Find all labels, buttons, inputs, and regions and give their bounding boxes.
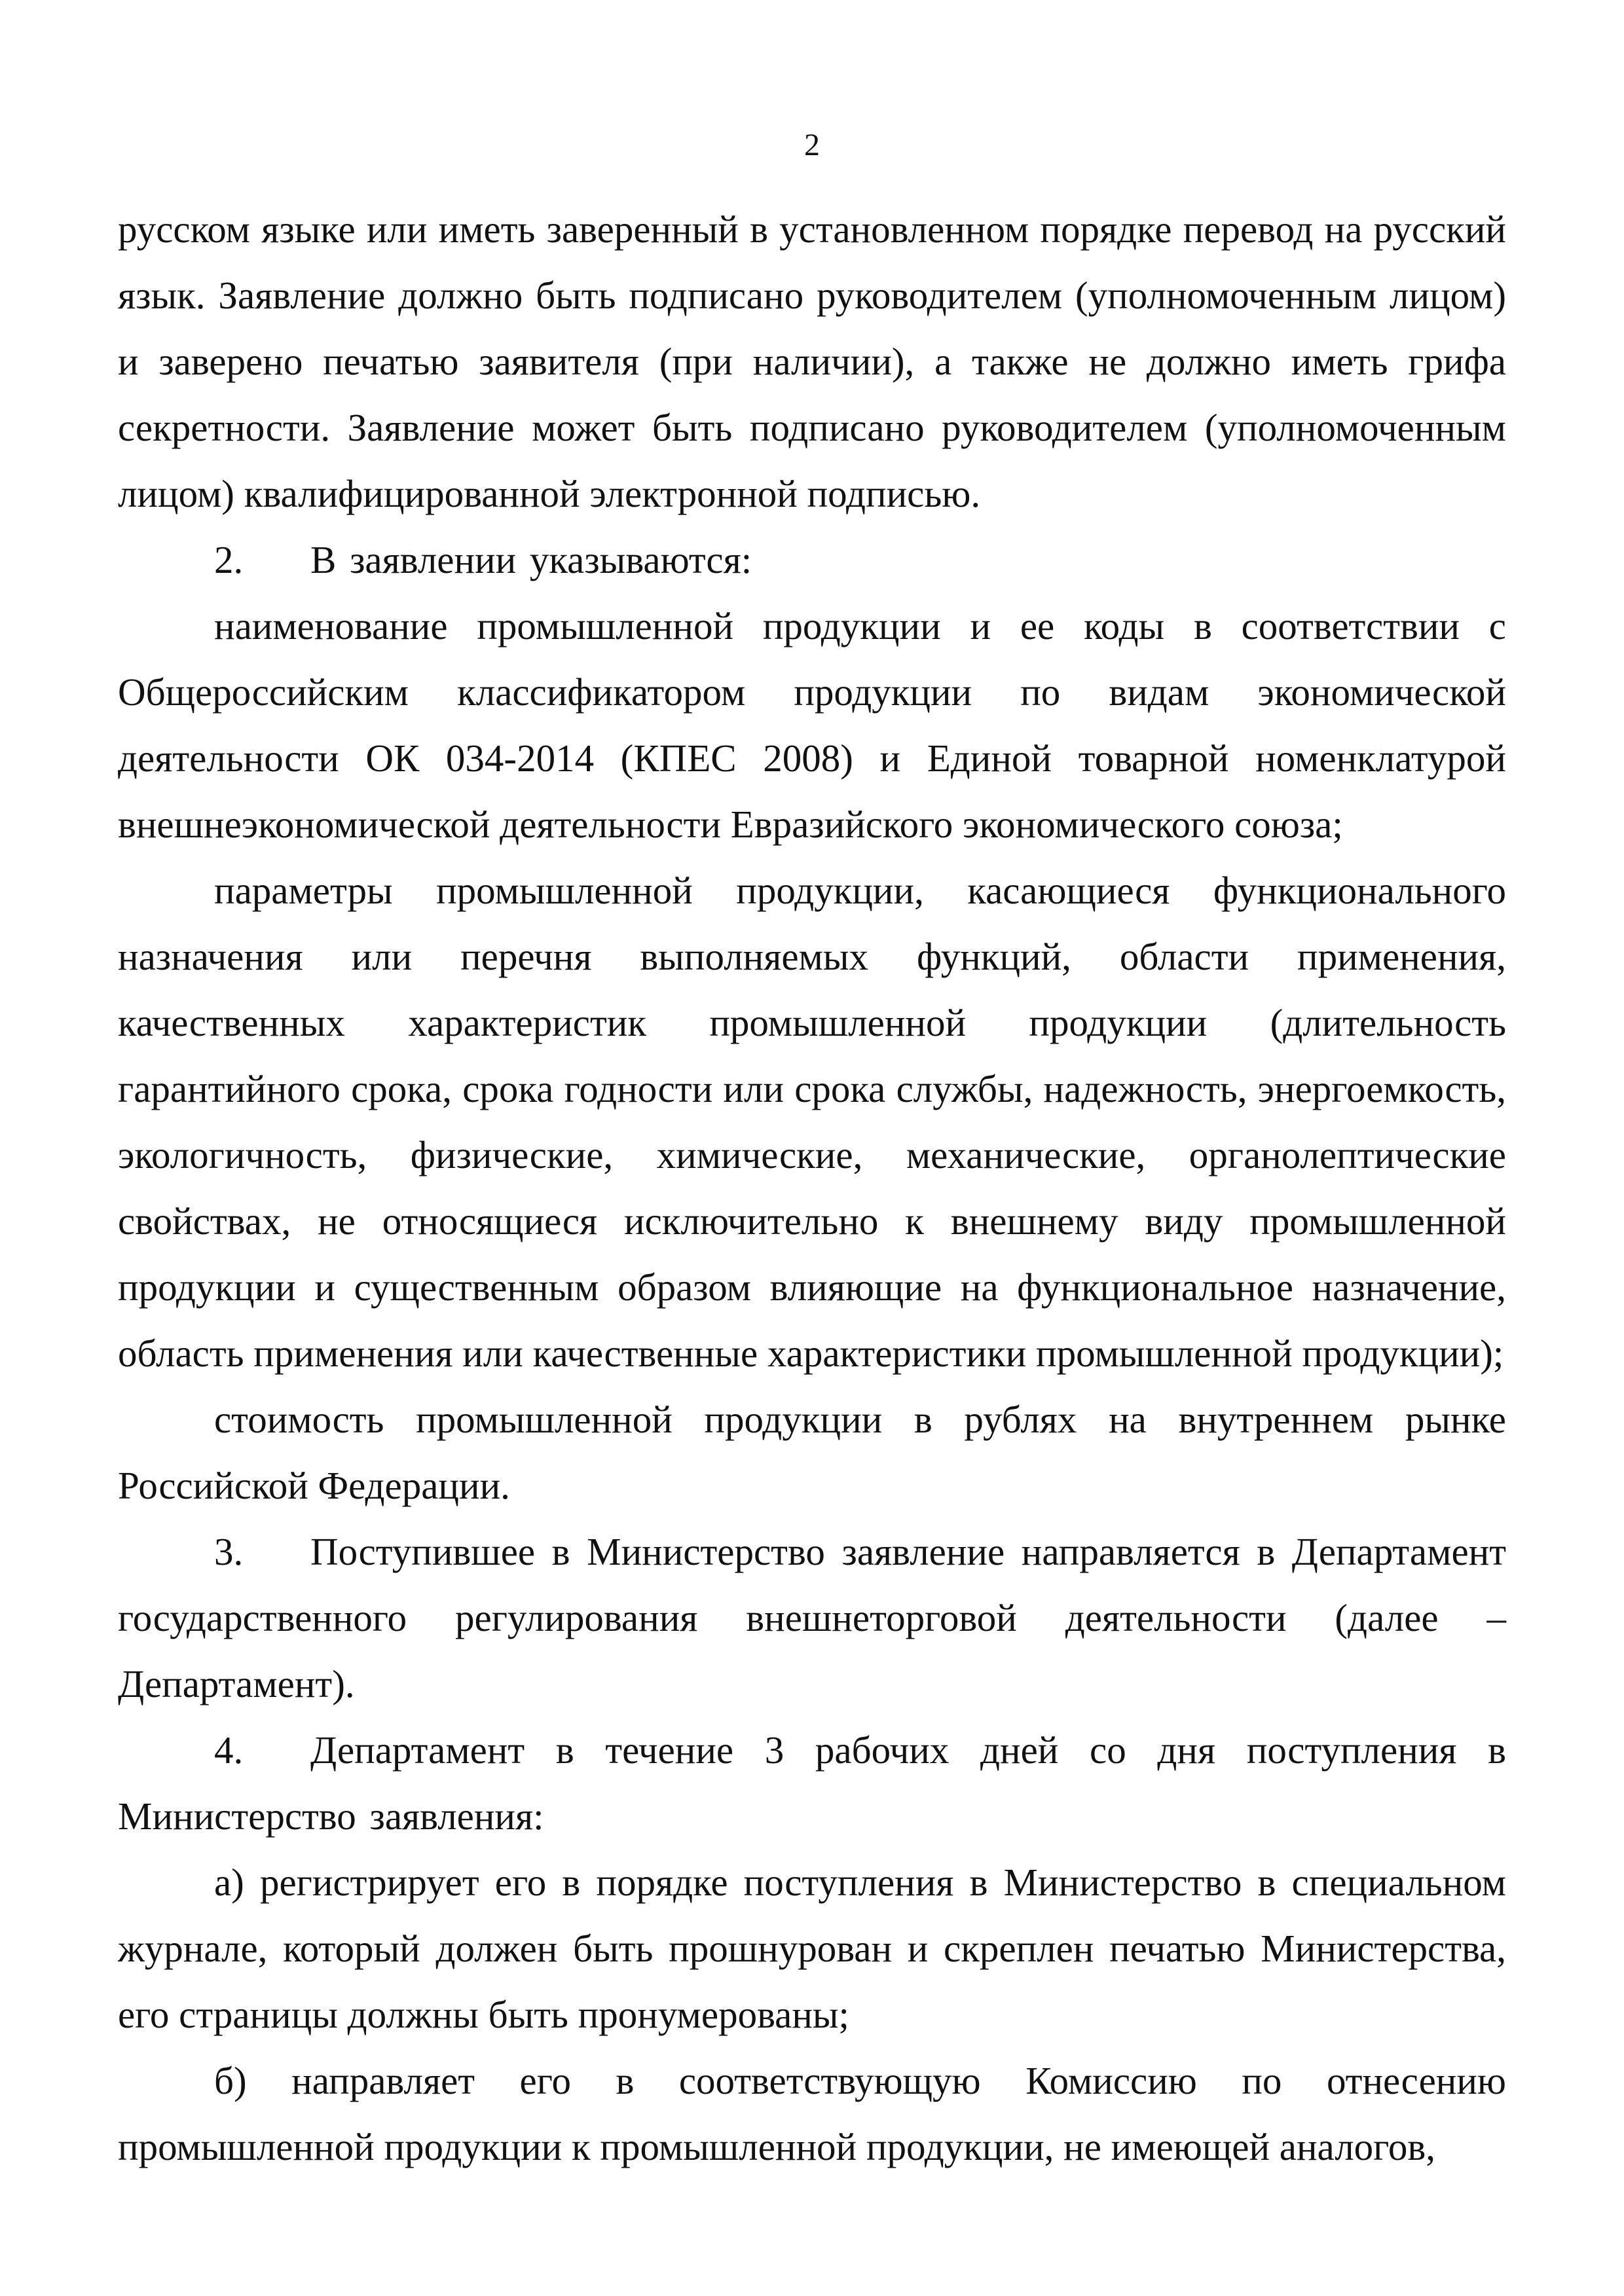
page-number: 2	[804, 128, 820, 162]
paragraph-product-cost: стоимость промышленной продукции в рублях на внутреннем рынке Российской Федерации.	[118, 1398, 1506, 1507]
paragraph-subitem-a: а) регистрирует его в порядке поступления в Министерство в специальном журнале, который должен быть прошнурован и скреплен печатью Министерства, его страницы должны быть пронумерованы;	[118, 1861, 1506, 2036]
item-text: Поступившее в Министерство заявление направляется в Департамент государственного регулирования внешнеторговой деятельности (далее – Департамент).	[118, 1530, 1506, 1705]
paragraph-subitem-b: б) направляет его в соответствующую Комиссию по отнесению промышленной продукции к промышленной продукции, не имеющей аналогов,	[118, 2059, 1506, 2168]
paragraph-item-4	[118, 1717, 1506, 1850]
item-number: 4.	[214, 1728, 244, 1772]
item-number: 2.	[214, 538, 244, 581]
paragraph-item-3	[118, 1519, 1506, 1717]
paragraph-item-2	[118, 527, 1506, 593]
item-number: 3.	[214, 1530, 244, 1573]
item-text: Департамент в течение 3 рабочих дней со дня поступления в Министерство заявления:	[118, 1728, 1506, 1838]
document-body	[118, 196, 1506, 2180]
paragraph-product-parameters: параметры промышленной продукции, касающиеся функционального назначения или перечня выполняемых функций, области применения, качественных характеристик промышленной продукции (длительность гарантийного срока, срока годности или срока службы, надежность, энергоемкость, экологичность, физические, химические, механические, органолептические свойствах, не относящиеся исключительно к внешнему виду промышленной продукции и существенным образом влияющие на функциональное назначение, область применения или качественные характеристики промышленной продукции);	[118, 869, 1506, 1375]
item-text: В заявлении указываются:	[310, 538, 752, 581]
paragraph-continuation: русском языке или иметь заверенный в установленном порядке перевод на русский язык. Заявление должно быть подписано руководителем (уполномоченным лицом) и заверено печатью заявителя (при наличии), а также не должно иметь грифа секретности. Заявление может быть подписано руководителем (уполномоченным лицом) квалифицированной электронной подписью.	[118, 208, 1506, 515]
paragraph-product-name: наименование промышленной продукции и ее коды в соответствии с Общероссийским классификатором продукции по видам экономической деятельности ОК 034-2014 (КПЕС 2008) и Единой товарной номенклатурой внешнеэкономической деятельности Евразийского экономического союза;	[118, 604, 1506, 846]
